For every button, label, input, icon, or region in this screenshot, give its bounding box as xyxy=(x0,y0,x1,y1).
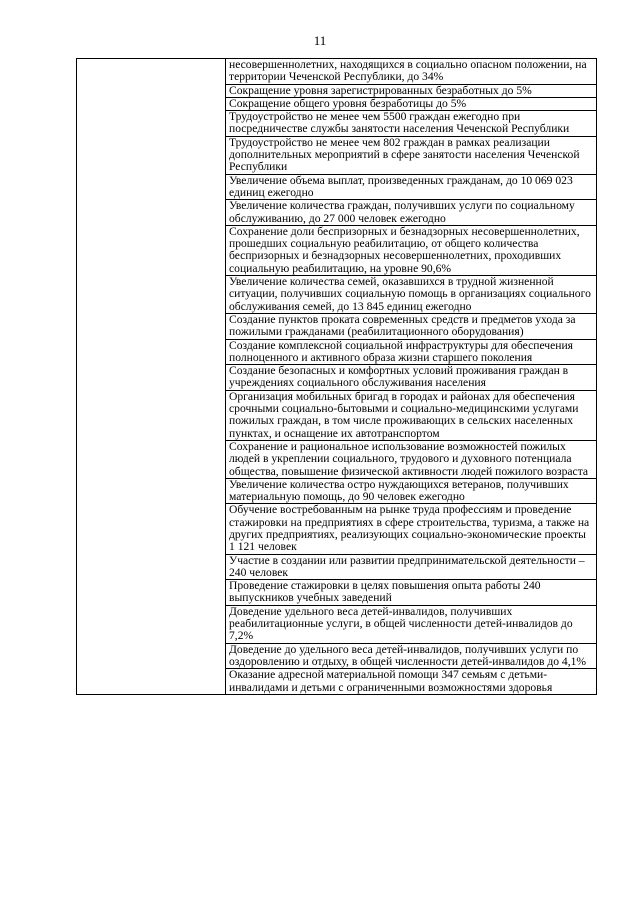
target-cell xyxy=(226,669,597,695)
table-row xyxy=(77,59,597,85)
target-text: Доведение до удельного веса детей-инвалидов, получивших услуги по оздоровлению и отдыху, в общей численности детей-инвалидов до 4,1% xyxy=(229,642,587,668)
target-cell xyxy=(226,136,597,174)
targets-table-body xyxy=(77,59,597,695)
target-cell xyxy=(226,339,597,365)
target-cell xyxy=(226,84,597,97)
targets-table xyxy=(76,58,597,695)
target-cell xyxy=(226,276,597,314)
target-text: Трудоустройство не менее чем 802 граждан в рамках реализации дополнительных мероприятий в сфере занятости населения Чеченской Республики xyxy=(229,135,580,174)
target-cell xyxy=(226,225,597,275)
target-text: Доведение удельного веса детей-инвалидов, получивших реабилитационные услуги, в общей численности детей-инвалидов до 7,2% xyxy=(229,604,573,643)
target-cell xyxy=(226,97,597,110)
target-text: Организация мобильных бригад в городах и районах для обеспечения срочными социально-бытовыми и социально-медицинскими услугами пожилых граждан, в том числе проживающих в сельских населенных пунктах, и оснащение их автотранспортом xyxy=(229,389,579,440)
target-cell xyxy=(226,390,597,440)
target-text: Сокращение общего уровня безработицы до 5% xyxy=(229,96,467,110)
target-text: Создание пунктов проката современных средств и предметов ухода за пожилыми гражданами (реабилитационного оборудования) xyxy=(229,312,576,339)
target-cell xyxy=(226,643,597,669)
target-cell xyxy=(226,174,597,200)
target-text: Оказание адресной материальной помощи 347 семьям с детьми-инвалидами и детьми с ограниченными возможностями здоровья xyxy=(229,668,553,694)
target-cell xyxy=(226,580,597,606)
target-text: Участие в создании или развитии предпринимательской деятельности – 240 человек xyxy=(229,553,585,579)
target-text: Увеличение количества семей, оказавшихся в трудной жизненной ситуации, получивших социальную помощь в организациях социального обслуживания семей, до 13 845 единиц ежегодно xyxy=(229,275,591,313)
target-text: Проведение стажировки в целях повышения опыта работы 240 выпускников учебных заведений xyxy=(229,579,541,605)
target-cell xyxy=(226,59,597,85)
target-text: Сохранение доли беспризорных и безнадзорных несовершеннолетних, прошедших социальную реабилитацию, от общего количества беспризорных и безнадзорных несовершеннолетних, проходивших социальную реабилитацию, на уровне 90,6% xyxy=(229,224,580,275)
target-text: Трудоустройство не менее чем 5500 граждан ежегодно при посредничестве службы занятости населения Чеченской Республики xyxy=(229,110,570,136)
target-text: Создание безопасных и комфортных условий проживания граждан в учреждениях социального обслуживания населения xyxy=(229,364,569,390)
target-text: Увеличение количества остро нуждающихся ветеранов, получивших материальную помощь, до 90 человек ежегодно xyxy=(229,477,569,504)
target-cell xyxy=(226,440,597,478)
target-cell xyxy=(226,478,597,504)
target-text: Увеличение количества граждан, получивших услуги по социальному обслуживанию, до 27 000 человек ежегодно xyxy=(229,199,575,225)
target-cell xyxy=(226,200,597,226)
target-text: несовершеннолетних, находящихся в социально опасном положении, на территории Чеченской Республики, до 34% xyxy=(229,58,587,84)
target-cell xyxy=(226,605,597,643)
target-cell xyxy=(226,554,597,580)
target-text: Увеличение объема выплат, произведенных гражданам, до 10 069 023 единиц ежегодно xyxy=(229,173,573,199)
left-column-cell xyxy=(77,59,226,695)
target-text: Обучение востребованным на рынке труда профессиям и проведение стажировки на предприятиях в сфере строительства, туризма, а также на других предприятиях, реализующих социально-экономические проекты 1 121 человек xyxy=(229,503,590,554)
target-cell xyxy=(226,313,597,339)
page-number: 11 xyxy=(313,33,327,48)
target-text: Создание комплексной социальной инфраструктуры для обеспечения полноценного и активного образа жизни старшего поколения xyxy=(229,338,574,364)
target-text: Сокращение уровня зарегистрированных безработных до 5% xyxy=(229,83,532,97)
target-cell xyxy=(226,111,597,137)
target-cell xyxy=(226,365,597,391)
target-text: Сохранение и рациональное использование возможностей пожилых людей в укреплении социального, трудового и духовного потенциала общества, повышение физической активности людей пожилого возраста xyxy=(229,439,589,478)
target-cell xyxy=(226,504,597,554)
